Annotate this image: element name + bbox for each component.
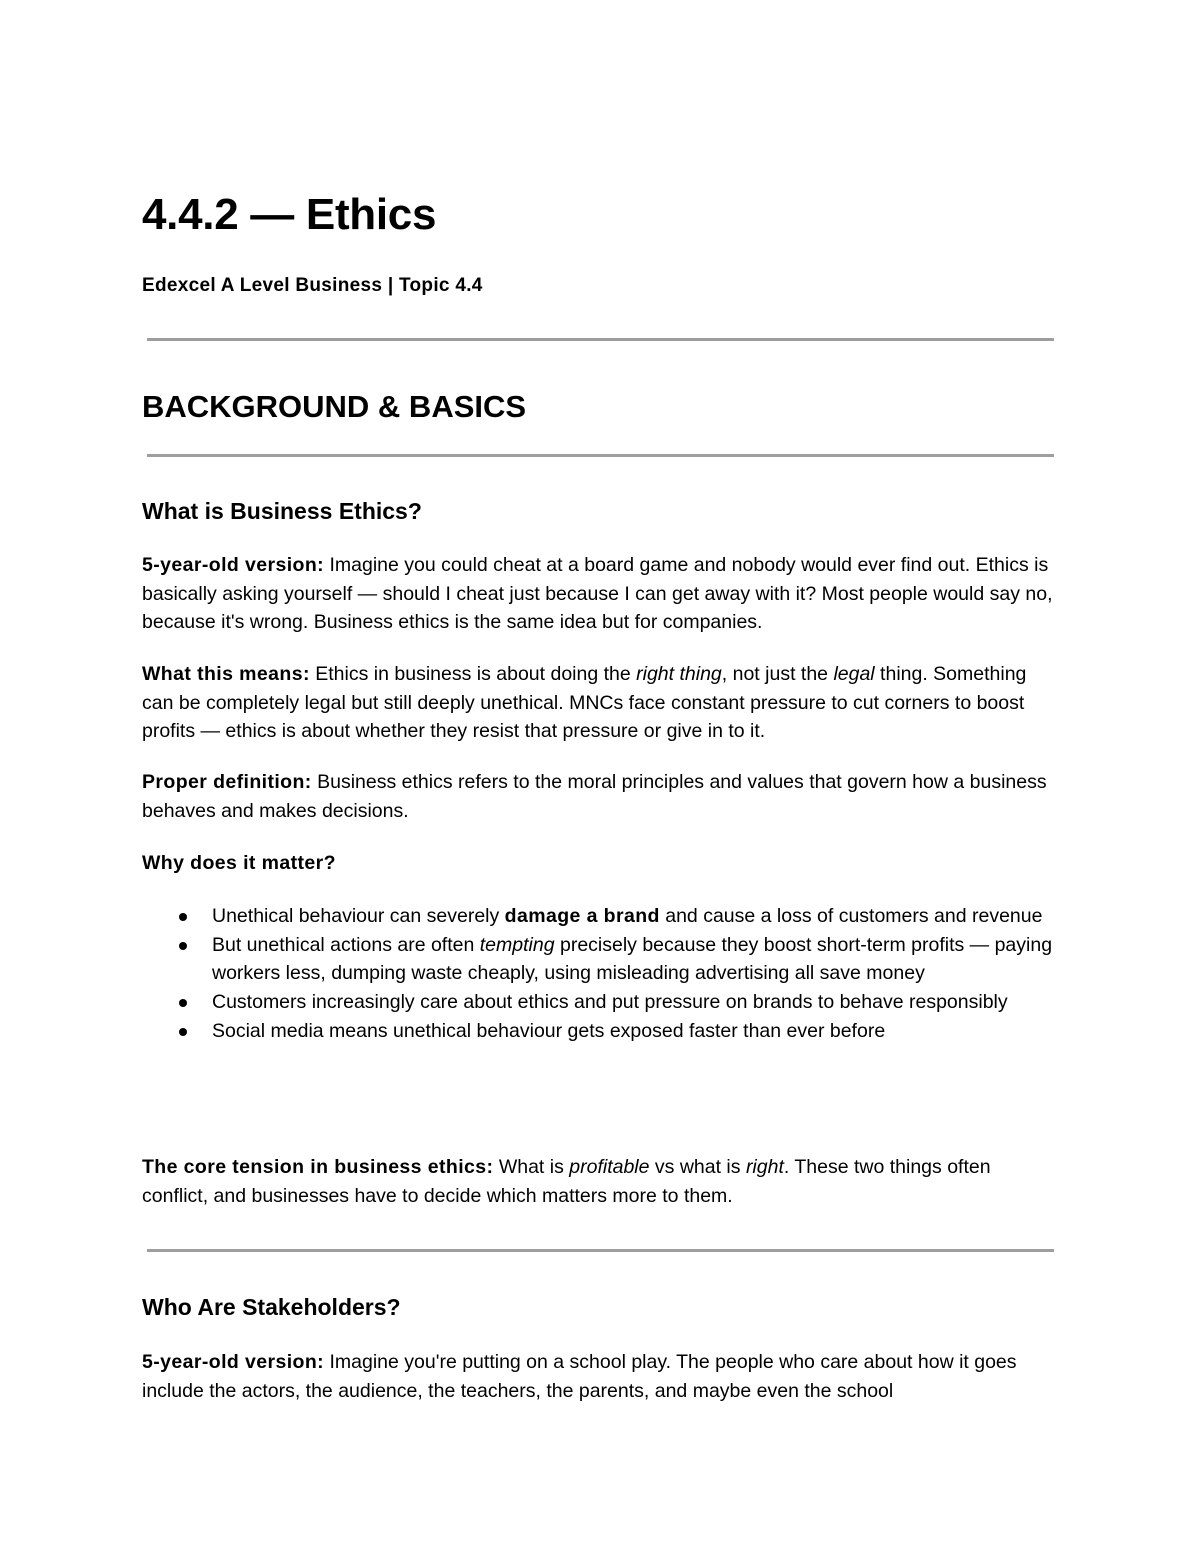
- paragraph-text: , not just the: [721, 663, 834, 685]
- horizontal-divider: [147, 1249, 1054, 1252]
- paragraph-text: Imagine you're putting on a school play. The people who care about how it goes include the actors, the audience, the teachers, the parents, and maybe even the school: [142, 1351, 1017, 1402]
- list-item-text: Customers increasingly care about ethics and put pressure on brands to behave responsibly: [212, 991, 1008, 1014]
- paragraph-label: 5-year-old version:: [142, 1351, 325, 1373]
- ethics-five-year-old-paragraph: [142, 551, 1054, 637]
- paragraph-text: Imagine you could cheat at a board game and nobody would ever find out. Ethics is basically asking yourself — should I cheat just because I can get away with it? Most people would say no, because it's wrong. Business ethics is the same idea but for companies.: [142, 554, 1053, 634]
- list-item: [142, 1017, 1054, 1046]
- horizontal-divider: [147, 454, 1054, 457]
- emphasis-text: profitable: [569, 1156, 650, 1178]
- why-it-matters-heading: [142, 849, 1054, 878]
- core-tension-paragraph: [142, 1153, 1054, 1210]
- list-item: [142, 931, 1054, 988]
- paragraph-text: Business ethics refers to the moral principles and values that govern how a business behaves and makes decisions.: [142, 771, 1047, 822]
- paragraph-text: . These two things often conflict, and businesses have to decide which matters more to them.: [142, 1156, 991, 1207]
- emphasis-text: right: [745, 1156, 784, 1178]
- paragraph-text: thing. Something can be completely legal but still deeply unethical. MNCs face constant pressure to cut corners to boost profits — ethics is about whether they resist that pressure or give in to it.: [142, 663, 1027, 743]
- list-item-text: precisely because they boost short-term profits — paying workers less, dumping waste cheaply, using misleading advertising all save money: [212, 933, 1053, 985]
- list-item-text: Unethical behaviour can severely: [212, 905, 505, 927]
- page-title: 4.4.2 — Ethics: [142, 190, 437, 239]
- list-item-text: and cause a loss of customers and revenue: [659, 905, 1043, 927]
- emphasis-text: legal: [833, 663, 875, 685]
- ethics-definition-paragraph: [142, 768, 1054, 825]
- list-item-text: Social media means unethical behaviour gets exposed faster than ever before: [212, 1019, 886, 1042]
- list-item: [142, 902, 1054, 931]
- section-heading: BACKGROUND & BASICS: [142, 389, 527, 424]
- emphasis-text: tempting: [479, 933, 555, 956]
- paragraph-label: The core tension in business ethics:: [142, 1156, 494, 1178]
- paragraph-label: Why does it matter?: [142, 852, 336, 874]
- stakeholders-five-year-old-paragraph: [142, 1348, 1054, 1405]
- why-it-matters-list: [142, 902, 1054, 1046]
- bold-text: damage a brand: [504, 905, 660, 927]
- horizontal-divider: [147, 338, 1054, 341]
- paragraph-label: 5-year-old version:: [142, 554, 325, 576]
- list-item-text: But unethical actions are often: [212, 933, 480, 956]
- paragraph-text: vs what is: [649, 1156, 746, 1178]
- emphasis-text: right thing: [636, 663, 722, 685]
- paragraph-label: Proper definition:: [142, 771, 312, 793]
- paragraph-label: What this means:: [142, 663, 310, 685]
- list-item: [142, 988, 1054, 1017]
- ethics-meaning-paragraph: [142, 660, 1054, 746]
- ethics-heading: What is Business Ethics?: [142, 498, 422, 524]
- paragraph-text: What is: [493, 1156, 570, 1178]
- paragraph-text: Ethics in business is about doing the: [309, 663, 637, 685]
- page-subtitle: Edexcel A Level Business | Topic 4.4: [142, 275, 483, 296]
- stakeholders-heading: Who Are Stakeholders?: [142, 1294, 401, 1320]
